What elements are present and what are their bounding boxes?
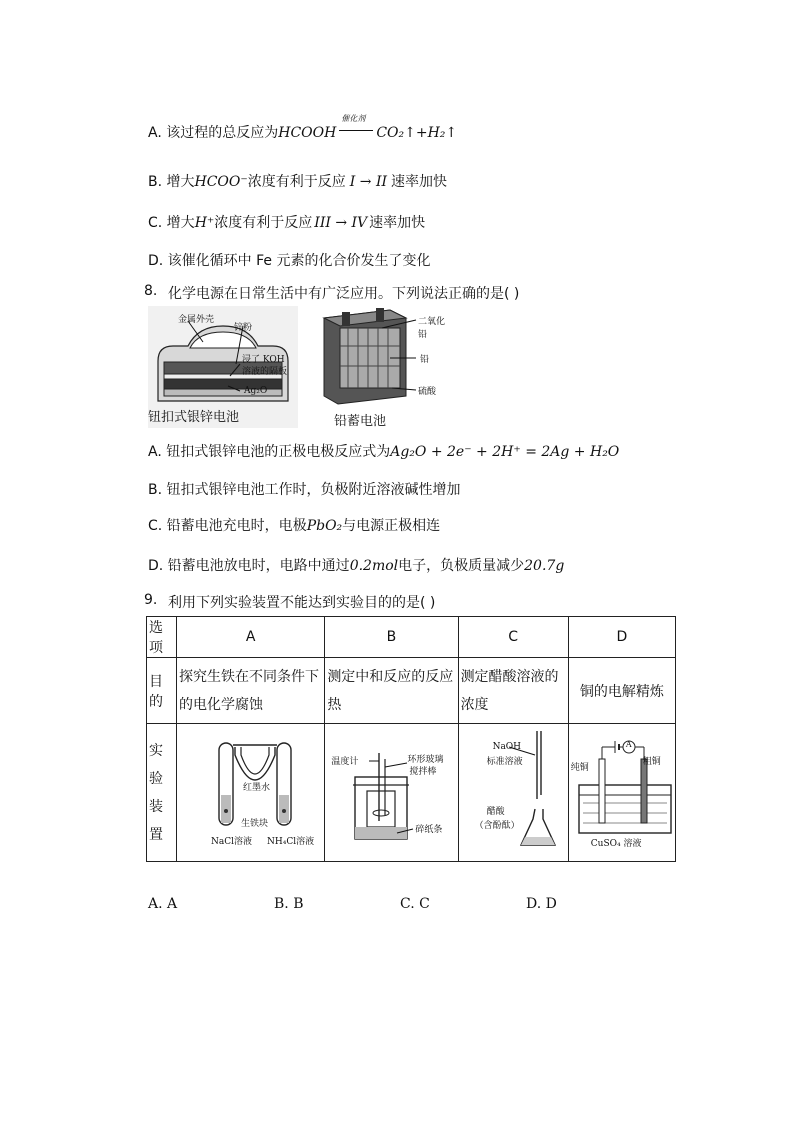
lead-battery-figure — [320, 306, 450, 428]
device-d-cell — [568, 724, 675, 862]
q7-option-b-suffix: 速率加快 — [391, 174, 448, 190]
q7-option-c-ion: H⁺ — [194, 215, 215, 231]
label-stirrer-2: 搅拌棒 — [409, 767, 437, 777]
q8-option-d-prefix: D. 铅蓄电池放电时，电路中通过 — [148, 558, 350, 574]
q8-option-d-value1: 0.2mol — [349, 558, 399, 574]
device-row — [147, 724, 676, 862]
header-cell: D — [568, 617, 675, 658]
q8-number: 8. — [144, 283, 158, 299]
q7-option-a — [148, 114, 458, 142]
label-naoh-1: NaOH — [492, 742, 522, 752]
q8-option-a — [148, 441, 619, 461]
ammeter-icon: A — [625, 740, 632, 749]
q7-option-c-step: III → IV — [314, 215, 368, 231]
purpose-cell: 测定醋酸溶液的浓度 — [458, 658, 568, 724]
label-zinc-powder: 锌粉 — [234, 323, 253, 333]
device-b-diagram — [325, 725, 458, 861]
label-acetic-acid: 醋酸 — [486, 807, 505, 817]
label-shredded-paper: 碎纸条 — [415, 825, 443, 835]
q7-option-a-lhs: HCOOH — [278, 125, 337, 141]
device-c-cell — [458, 724, 568, 862]
q8-option-c — [148, 515, 440, 535]
catalyst-label: 催化剂 — [341, 114, 366, 123]
q8-stem: 化学电源在日常生活中有广泛应用。下列说法正确的是( ) — [168, 286, 520, 302]
label-nh4cl: NH₄Cl溶液 — [267, 837, 315, 847]
purpose-cell: 探究生铁在不同条件下的电化学腐蚀 — [177, 658, 325, 724]
q9-stem: 利用下列实验装置不能达到实验目的的是( ) — [168, 595, 436, 611]
label-iron-block: 生铁块 — [241, 819, 269, 829]
q7-option-c-prefix: C. 增大 — [148, 215, 195, 231]
reaction-arrow — [339, 114, 373, 131]
header-cell: 选项 — [147, 617, 177, 658]
label-cuso4: CuSO₄ 溶液 — [590, 839, 642, 849]
q8-option-c-suffix: 与电源正极相连 — [342, 518, 441, 534]
label-lead-dioxide: 二氧化铅 — [418, 317, 446, 340]
q9-answer-c: C. C — [400, 896, 430, 912]
q7-option-a-rhs: CO₂↑+H₂↑ — [376, 125, 458, 141]
label-ag2o: Ag₂O — [244, 386, 268, 396]
q7-option-b-mid: 浓度有利于反应 — [247, 174, 346, 190]
label-lead: 铅 — [420, 355, 430, 365]
purpose-cell: 测定中和反应的反应热 — [325, 658, 458, 724]
q7-option-c-suffix: 速率加快 — [369, 215, 426, 231]
label-separator-2: 溶液的隔板 — [242, 367, 288, 377]
q8-option-d — [148, 555, 564, 575]
q9-answer-a: A. A — [148, 896, 178, 912]
label-metal-shell: 金属外壳 — [178, 315, 215, 325]
q8-option-b: B. 钮扣式银锌电池工作时，负极附近溶液碱性增加 — [148, 482, 461, 498]
purpose-cell: 铜的电解精炼 — [568, 658, 675, 724]
q8-option-d-mid: 电子，负极质量减少 — [398, 558, 525, 574]
device-b-cell — [325, 724, 458, 862]
q7-option-b-prefix: B. 增大 — [148, 174, 195, 190]
header-cell: B — [325, 617, 458, 658]
button-cell-figure — [148, 306, 298, 428]
label-naoh-2: 标准溶液 — [486, 757, 523, 767]
device-label-1: 实验 — [149, 742, 163, 787]
label-separator-1: 浸了 KOH — [242, 355, 285, 365]
lead-battery-caption: 铅蓄电池 — [334, 414, 387, 429]
q8-option-d-value2: 20.7g — [524, 558, 565, 574]
q7-option-b-step: I → II — [349, 174, 388, 190]
q7-option-b-ion: HCOO⁻ — [194, 174, 248, 190]
label-crude-copper: 粗铜 — [642, 757, 661, 767]
label-phenolphthalein: （含酚酞） — [474, 821, 520, 831]
q7-option-d: D. 该催化循环中 Fe 元素的化合价发生了变化 — [148, 253, 431, 269]
q8-option-c-formula: PbO₂ — [306, 518, 343, 534]
device-label-2: 装置 — [149, 798, 163, 843]
q7-option-a-text: A. 该过程的总反应为 — [148, 125, 279, 141]
q8-option-a-text: A. 钮扣式银锌电池的正极电极反应式为 — [148, 444, 391, 460]
device-a-cell — [177, 724, 325, 862]
label-red-ink: 红墨水 — [243, 783, 271, 793]
label-pure-copper: 纯铜 — [570, 763, 589, 773]
q8-option-a-formula: Ag₂O + 2e⁻ + 2H⁺ = 2Ag + H₂O — [390, 444, 620, 460]
header-cell: C — [458, 617, 568, 658]
label-nacl: NaCl溶液 — [211, 837, 253, 847]
purpose-row — [147, 658, 676, 724]
purpose-label: 目的 — [147, 658, 177, 724]
header-cell: A — [177, 617, 325, 658]
q7-option-b — [148, 171, 447, 191]
q9-number: 9. — [144, 592, 158, 608]
label-stirrer-1: 环形玻璃 — [407, 755, 444, 765]
device-label — [147, 724, 177, 862]
q9-table — [146, 616, 676, 862]
q8-option-c-prefix: C. 铅蓄电池充电时，电极 — [148, 518, 307, 534]
q7-option-c-mid: 浓度有利于反应 — [214, 215, 313, 231]
label-sulfuric-acid: 硫酸 — [418, 387, 437, 397]
table-header-row — [147, 617, 676, 658]
q9-answer-d: D. D — [526, 896, 557, 912]
q9-answer-b: B. B — [274, 896, 304, 912]
q7-option-c — [148, 212, 425, 232]
label-thermometer: 温度计 — [331, 757, 359, 767]
button-cell-caption: 钮扣式银锌电池 — [148, 410, 240, 425]
